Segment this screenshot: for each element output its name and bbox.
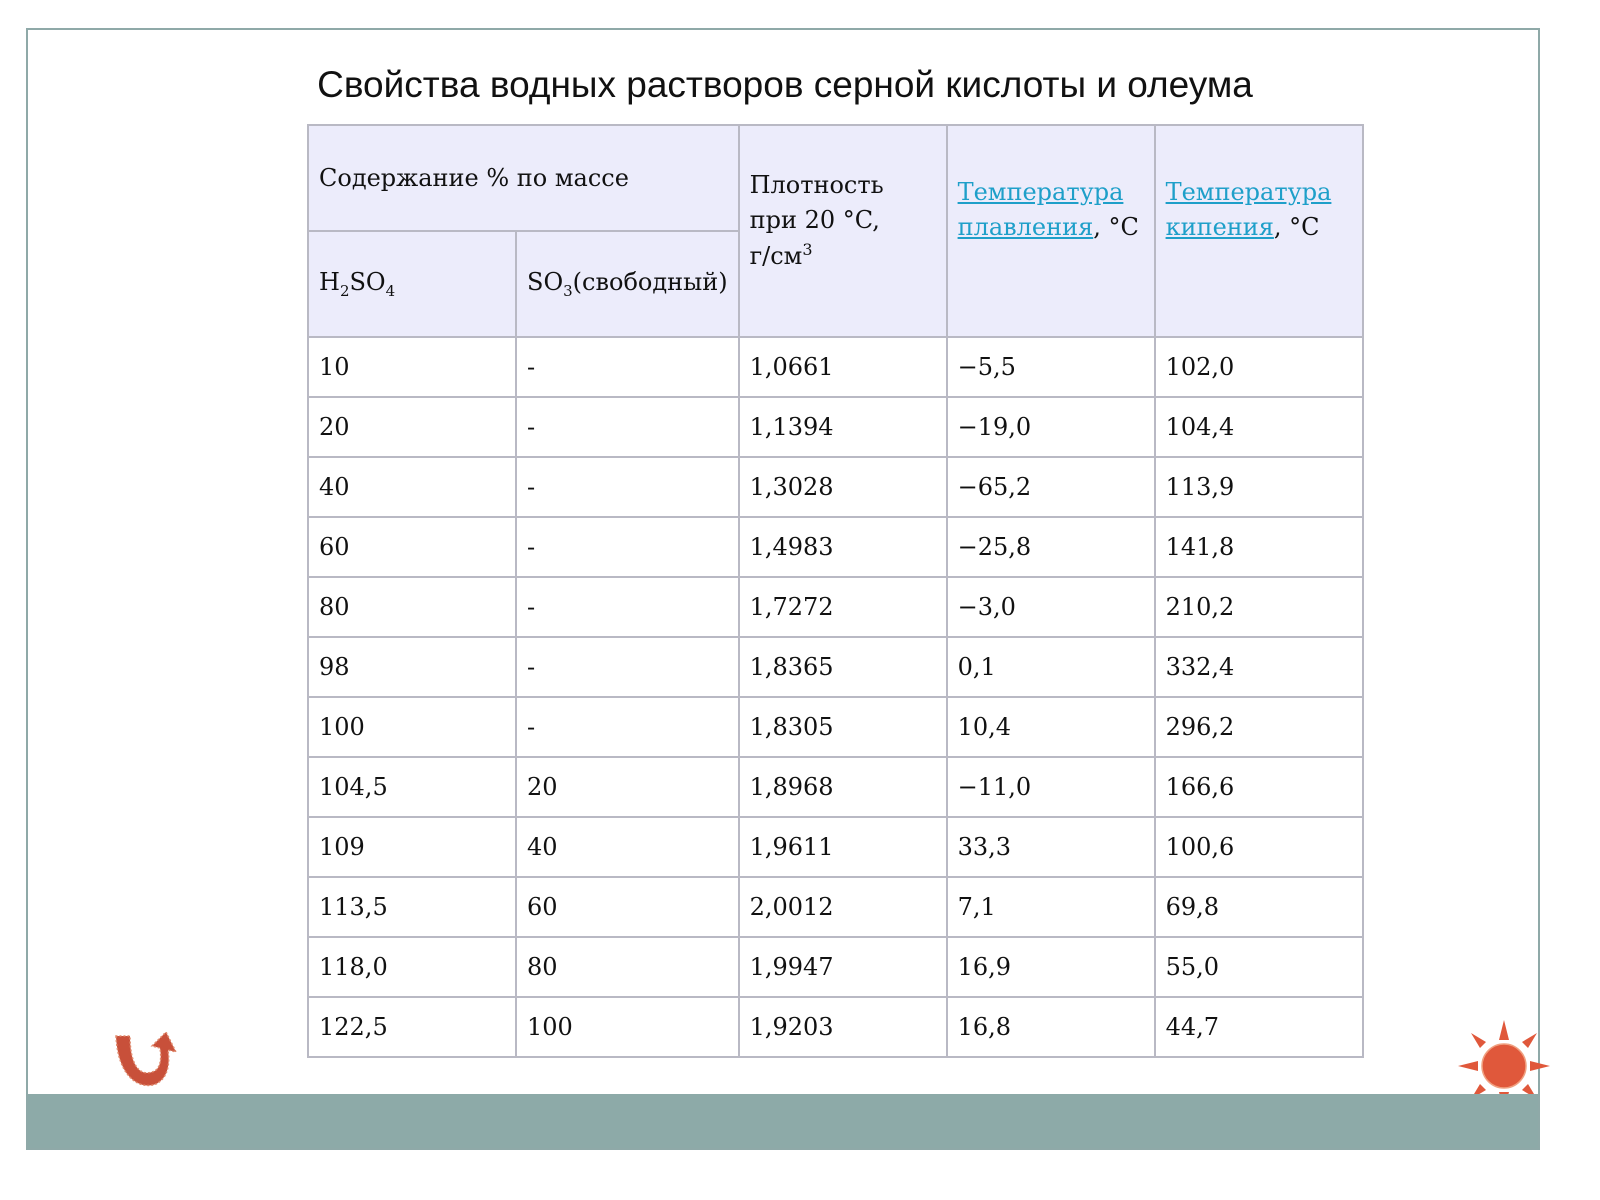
table-row xyxy=(308,397,1363,457)
cell-density: 1,8365 xyxy=(739,637,947,697)
properties-table xyxy=(307,124,1364,1058)
boiling-temperature-link[interactable]: Температура кипения xyxy=(1165,178,1332,241)
cell-melting: −25,8 xyxy=(947,517,1155,577)
h2so4-sub-4: 4 xyxy=(385,281,396,300)
cell-boiling: 210,2 xyxy=(1155,577,1363,637)
cell-h2so4: 10 xyxy=(308,337,516,397)
header-boiling xyxy=(1155,125,1363,337)
cell-melting: 0,1 xyxy=(947,637,1155,697)
cell-melting: −5,5 xyxy=(947,337,1155,397)
cell-so3: - xyxy=(516,517,739,577)
cell-h2so4: 98 xyxy=(308,637,516,697)
cell-h2so4: 80 xyxy=(308,577,516,637)
cell-boiling: 141,8 xyxy=(1155,517,1363,577)
header-boiling-unit: , °C xyxy=(1273,213,1320,241)
cell-boiling: 44,7 xyxy=(1155,997,1363,1057)
cell-density: 1,8968 xyxy=(739,757,947,817)
so3-sub-3: 3 xyxy=(563,282,573,301)
cell-so3: 100 xyxy=(516,997,739,1057)
table-row xyxy=(308,457,1363,517)
table-row xyxy=(308,877,1363,937)
header-density-line2: при 20 °C, xyxy=(749,206,880,235)
header-content-group-label: Содержание % по массе xyxy=(319,164,629,192)
cell-h2so4: 60 xyxy=(308,517,516,577)
header-melting xyxy=(947,125,1155,337)
header-density-unit-sup: 3 xyxy=(802,239,813,259)
cell-h2so4: 109 xyxy=(308,817,516,877)
cell-boiling: 55,0 xyxy=(1155,937,1363,997)
table-row xyxy=(308,697,1363,757)
cell-density: 1,3028 xyxy=(739,457,947,517)
cell-so3: - xyxy=(516,337,739,397)
cell-boiling: 102,0 xyxy=(1155,337,1363,397)
cell-melting: −3,0 xyxy=(947,577,1155,637)
h2so4-so: SO xyxy=(349,268,386,297)
so3-suffix: (свободный) xyxy=(572,268,728,297)
table-row xyxy=(308,577,1363,637)
table-row xyxy=(308,937,1363,997)
cell-density: 1,9203 xyxy=(739,997,947,1057)
cell-h2so4: 40 xyxy=(308,457,516,517)
cell-so3: - xyxy=(516,577,739,637)
cell-boiling: 69,8 xyxy=(1155,877,1363,937)
header-melting-unit: , °C xyxy=(1093,213,1139,241)
cell-density: 1,9947 xyxy=(739,937,947,997)
header-density-unit: г/см xyxy=(749,241,803,270)
u-turn-arrow-icon[interactable] xyxy=(110,1028,194,1092)
cell-density: 2,0012 xyxy=(739,877,947,937)
cell-h2so4: 122,5 xyxy=(308,997,516,1057)
cell-melting: 7,1 xyxy=(947,877,1155,937)
cell-so3: 80 xyxy=(516,937,739,997)
footer-bar xyxy=(28,1094,1538,1148)
table-row xyxy=(308,997,1363,1057)
cell-melting: 16,8 xyxy=(947,997,1155,1057)
cell-boiling: 100,6 xyxy=(1155,817,1363,877)
cell-boiling: 332,4 xyxy=(1155,637,1363,697)
cell-so3: 40 xyxy=(516,817,739,877)
table-row xyxy=(308,757,1363,817)
slide-title: Свойства водных растворов серной кислоты и олеума xyxy=(317,64,1253,105)
cell-so3: - xyxy=(516,697,739,757)
header-content-group xyxy=(308,125,739,231)
cell-melting: 16,9 xyxy=(947,937,1155,997)
cell-density: 1,8305 xyxy=(739,697,947,757)
cell-h2so4: 104,5 xyxy=(308,757,516,817)
h2so4-sub-2: 2 xyxy=(339,281,350,300)
header-h2so4 xyxy=(308,231,516,337)
cell-h2so4: 113,5 xyxy=(308,877,516,937)
table-row xyxy=(308,337,1363,397)
table-row xyxy=(308,517,1363,577)
cell-so3: 20 xyxy=(516,757,739,817)
cell-melting: −19,0 xyxy=(947,397,1155,457)
melting-temperature-link[interactable]: Температура плавления xyxy=(957,178,1124,241)
so3-so: SO xyxy=(527,268,564,297)
cell-h2so4: 100 xyxy=(308,697,516,757)
h2so4-h: H xyxy=(319,268,340,297)
header-so3 xyxy=(516,231,739,337)
cell-density: 1,1394 xyxy=(739,397,947,457)
cell-density: 1,4983 xyxy=(739,517,947,577)
cell-boiling: 113,9 xyxy=(1155,457,1363,517)
slide xyxy=(26,28,1540,1150)
cell-h2so4: 118,0 xyxy=(308,937,516,997)
cell-boiling: 296,2 xyxy=(1155,697,1363,757)
cell-boiling: 104,4 xyxy=(1155,397,1363,457)
cell-boiling: 166,6 xyxy=(1155,757,1363,817)
cell-density: 1,7272 xyxy=(739,577,947,637)
table-row xyxy=(308,637,1363,697)
cell-h2so4: 20 xyxy=(308,397,516,457)
cell-so3: - xyxy=(516,637,739,697)
cell-melting: 10,4 xyxy=(947,697,1155,757)
header-density xyxy=(739,125,947,337)
cell-melting: −65,2 xyxy=(947,457,1155,517)
header-density-line1: Плотность xyxy=(749,171,884,200)
cell-density: 1,0661 xyxy=(739,337,947,397)
cell-melting: −11,0 xyxy=(947,757,1155,817)
cell-so3: - xyxy=(516,457,739,517)
cell-so3: - xyxy=(516,397,739,457)
cell-so3: 60 xyxy=(516,877,739,937)
table-row xyxy=(308,817,1363,877)
cell-density: 1,9611 xyxy=(739,817,947,877)
cell-melting: 33,3 xyxy=(947,817,1155,877)
